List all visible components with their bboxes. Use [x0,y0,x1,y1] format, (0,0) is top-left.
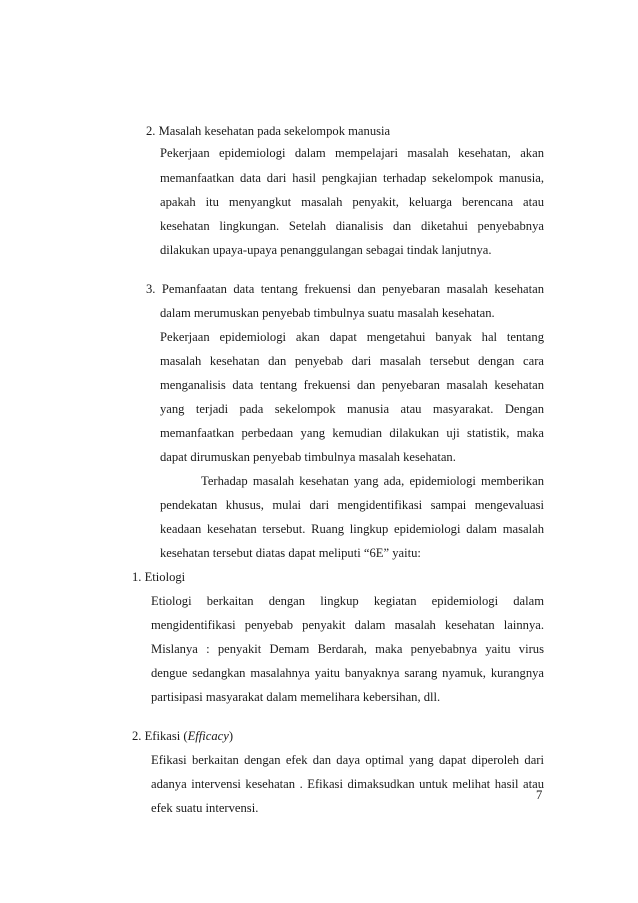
paragraph-line: Pekerjaan epidemiologi dalam mempelajari masalah kesehatan, akan [160,146,544,160]
paragraph-line: Pekerjaan epidemiologi akan dapat mengetahui banyak hal tentang [160,330,544,344]
efikasi-heading-suffix: ) [228,729,234,743]
section-3-heading-cont: dalam merumuskan penyebab timbulnya suatu masalah kesehatan. [160,306,495,320]
paragraph-line: Efikasi berkaitan dengan efek dan daya optimal yang dapat diperoleh dari [151,753,544,767]
paragraph-line: memanfaatkan perbedaan yang kemudian dilakukan uji statistik, maka [160,426,544,440]
paragraph-line: yang terjadi pada sekelompok manusia atau masyarakat. Dengan [160,402,544,416]
paragraph-line: kesehatan tersebut diatas dapat meliputi “6E” yaitu: [160,546,421,560]
page-number: 7 [536,788,543,802]
efikasi-heading-prefix: 2. Efikasi ( [132,729,188,743]
paragraph-line: dapat dirumuskan penyebab timbulnya masalah kesehatan. [160,450,456,464]
paragraph-line-indented: Terhadap masalah kesehatan yang ada, epidemiologi memberikan [201,474,544,488]
paragraph-line: kesehatan lingkungan. Setelah dianalisis dan diketahui penyebabnya [160,219,544,233]
paragraph-line: partisipasi masyarakat dalam memelihara kebersihan, dll. [151,690,441,704]
efikasi-heading [132,729,233,744]
paragraph-line: Etiologi berkaitan dengan lingkup kegiatan epidemiologi dalam [151,594,544,608]
section-3-heading: 3. Pemanfaatan data tentang frekuensi dan penyebaran masalah kesehatan [146,282,544,296]
paragraph-line: dilakukan upaya-upaya penanggulangan sebagai tindak lanjutnya. [160,243,492,257]
paragraph-line: Mislanya : penyakit Demam Berdarah, maka penyebabnya yaitu virus [151,642,544,656]
paragraph-line: efek suatu intervensi. [151,801,259,815]
paragraph-line: pendekatan khusus, mulai dari mengidentifikasi sampai mengevaluasi [160,498,544,512]
paragraph-line: mengidentifikasi penyebab penyakit dalam masalah kesehatan lainnya. [151,618,544,632]
paragraph-line: memanfaatkan data dari hasil pengkajian terhadap sekelompok manusia, [160,171,544,185]
paragraph-line: masalah kesehatan dan penyebab dari masalah tersebut dengan cara [160,354,544,368]
paragraph-line: menganalisis data tentang frekuensi dan penyebaran masalah kesehatan [160,378,544,392]
paragraph-line: keadaan kesehatan tersebut. Ruang lingkup epidemiologi dalam masalah [160,522,544,536]
paragraph-line: apakah itu menyangkut masalah penyakit, keluarga berencana atau [160,195,544,209]
etiologi-heading: 1. Etiologi [132,570,186,584]
paragraph-line: dengue sedangkan masalahnya yaitu banyaknya sarang nyamuk, kurangnya [151,666,544,680]
paragraph-line: adanya intervensi kesehatan . Efikasi dimaksudkan untuk melihat hasil atau [151,777,544,791]
section-2-heading: 2. Masalah kesehatan pada sekelompok manusia [146,124,391,138]
efikasi-heading-italic: Efficacy [187,729,229,743]
